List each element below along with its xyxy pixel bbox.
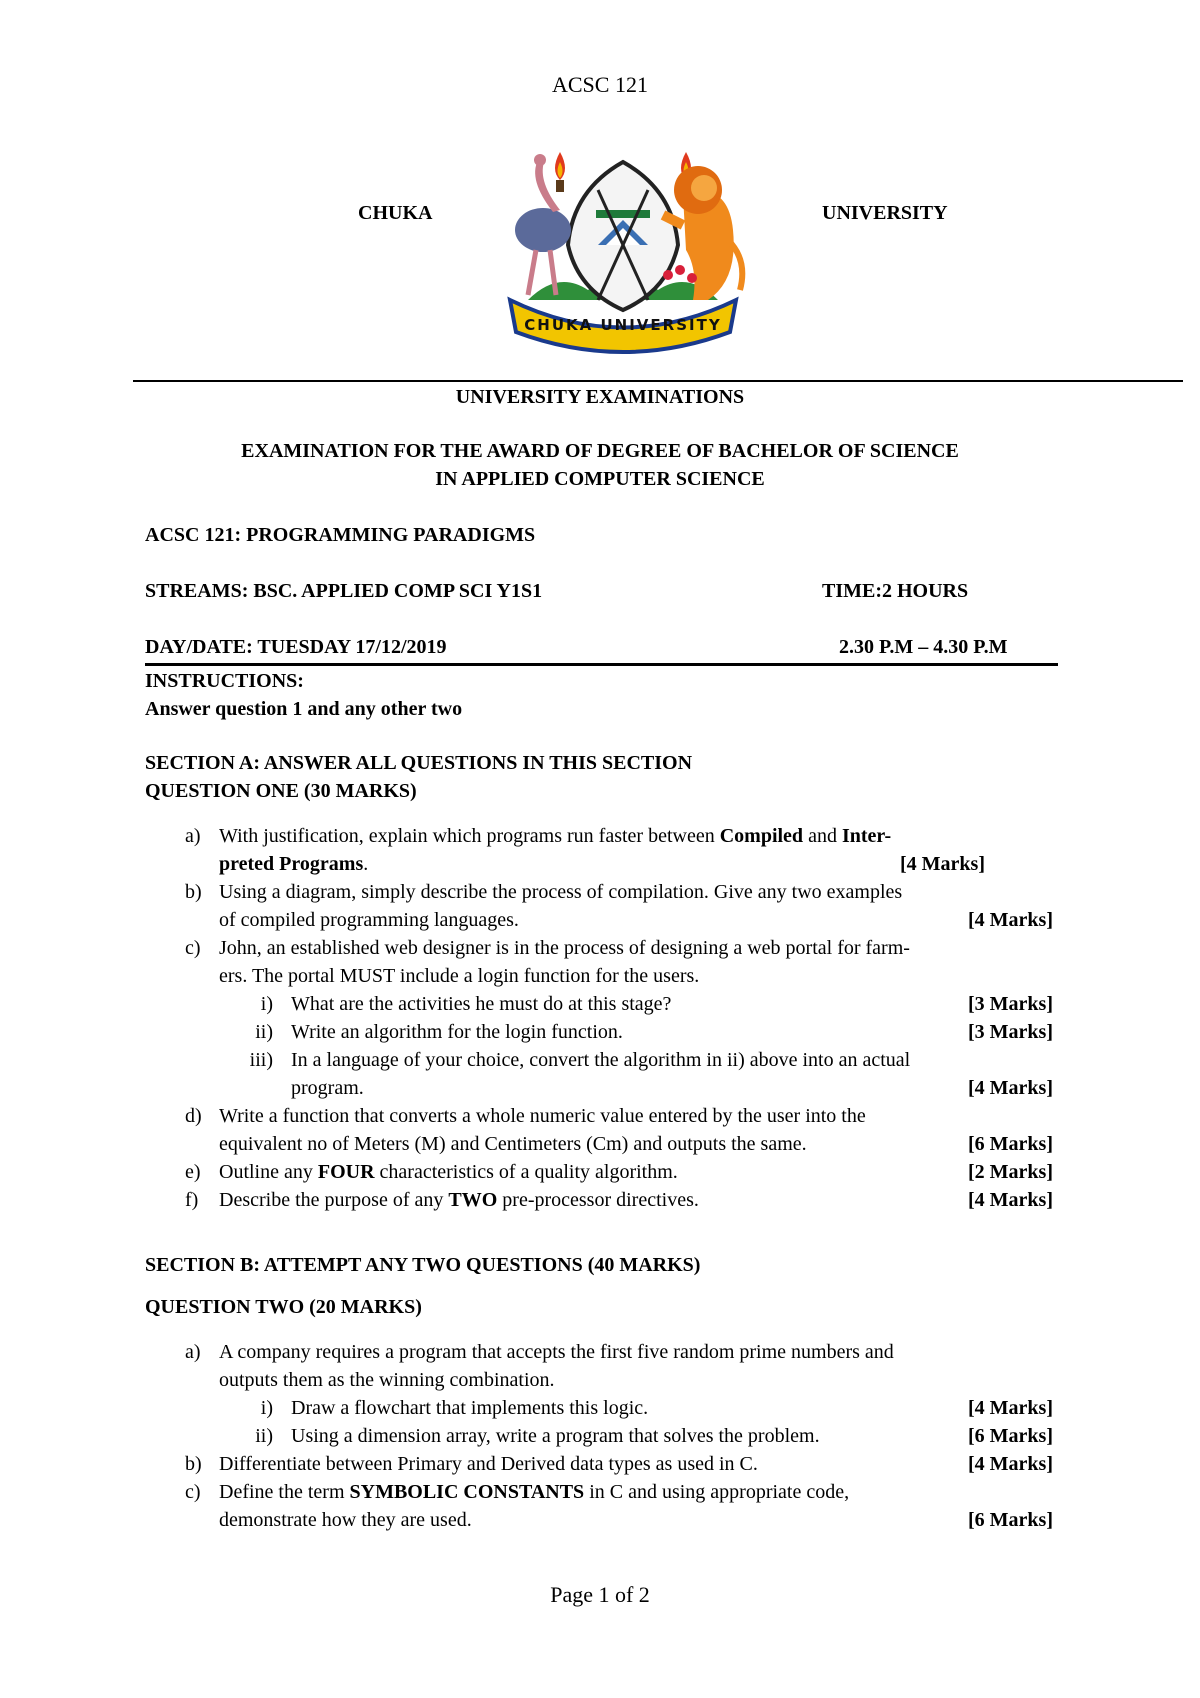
q1b-line-1: Using a diagram, simply describe the process of compilation. Give any two examples <box>219 881 903 903</box>
university-crest-logo <box>498 150 748 355</box>
question-2a-i <box>163 1394 1063 1422</box>
marks: [6 Marks] <box>968 1425 1053 1447</box>
instructions-text: Answer question 1 and any other two <box>145 698 463 720</box>
question-1e <box>163 1158 1063 1186</box>
question-1b <box>163 878 1063 934</box>
course-title: ACSC 121: PROGRAMMING PARADIGMS <box>145 524 536 546</box>
item-label: b) <box>185 1453 202 1475</box>
university-name-right: UNIVERSITY <box>822 202 948 224</box>
exam-time: TIME:2 HOURS <box>822 580 969 602</box>
sub-label: i) <box>260 1397 273 1419</box>
q1cii-text: Write an algorithm for the login function. <box>291 1021 623 1043</box>
q2c-line-2: demonstrate how they are used. <box>219 1509 472 1531</box>
q1e-bold: FOUR <box>317 1161 375 1183</box>
question-1a <box>163 822 1063 878</box>
course-code-header: ACSC 121 <box>552 72 648 97</box>
q1f-text-end: pre-processor directives. <box>497 1189 699 1211</box>
marks: [4 Marks] <box>968 1397 1053 1419</box>
item-label: f) <box>185 1189 199 1211</box>
sub-label: ii) <box>255 1425 273 1447</box>
sub-label: ii) <box>255 1021 273 1043</box>
item-label: d) <box>185 1105 202 1127</box>
question-1c <box>163 934 1063 990</box>
marks: [4 Marks] <box>900 853 985 875</box>
q1ciii-line-1: In a language of your choice, convert the algorithm in ii) above into an actual <box>291 1049 911 1071</box>
question-1c-i <box>163 990 1063 1018</box>
question-1d <box>163 1102 1063 1158</box>
q1f-text: Describe the purpose of any <box>219 1189 449 1211</box>
q1a-bold-preted: preted Programs <box>219 853 364 875</box>
award-line-2: IN APPLIED COMPUTER SCIENCE <box>435 468 765 490</box>
question-2a-ii <box>163 1422 1063 1450</box>
marks: [2 Marks] <box>968 1161 1053 1183</box>
marks: [4 Marks] <box>968 909 1053 931</box>
q1c-line-1: John, an established web designer is in the process of designing a web portal for farm- <box>219 937 910 959</box>
university-name-left: CHUKA <box>358 202 433 224</box>
question-2a <box>163 1338 1063 1394</box>
question-1c-ii <box>163 1018 1063 1046</box>
marks: [4 Marks] <box>968 1453 1053 1475</box>
question-one-heading: QUESTION ONE (30 MARKS) <box>145 780 417 802</box>
marks: [3 Marks] <box>968 1021 1053 1043</box>
q1ciii-line-2: program. <box>291 1077 364 1099</box>
marks: [4 Marks] <box>968 1189 1053 1211</box>
q2c-text-end: in C and using appropriate code, <box>584 1481 850 1503</box>
streams: STREAMS: BSC. APPLIED COMP SCI Y1S1 <box>145 580 543 602</box>
q1a-period: . <box>363 853 369 875</box>
item-label: c) <box>185 937 201 959</box>
date-divider <box>145 663 1058 666</box>
sub-label: i) <box>260 993 273 1015</box>
question-two-heading: QUESTION TWO (20 MARKS) <box>145 1296 422 1318</box>
marks: [6 Marks] <box>968 1509 1053 1531</box>
q2ai-text: Draw a flowchart that implements this logic. <box>291 1397 649 1419</box>
question-1f <box>163 1186 1063 1214</box>
item-label: c) <box>185 1481 201 1503</box>
q1c-line-2: ers. The portal MUST include a login function for the users. <box>219 965 700 987</box>
q1a-bold-inter: Inter- <box>841 825 892 847</box>
question-2b <box>163 1450 1063 1478</box>
item-label: a) <box>185 825 201 847</box>
item-label: b) <box>185 881 202 903</box>
instructions-heading: INSTRUCTIONS: <box>145 670 304 692</box>
header-divider <box>133 380 1183 382</box>
page-number: Page 1 of 2 <box>550 1582 650 1607</box>
q2a-line-2: outputs them as the winning combination. <box>219 1369 555 1391</box>
item-label: a) <box>185 1341 201 1363</box>
svg-text:CHUKA UNIVERSITY: CHUKA UNIVERSITY <box>524 316 722 334</box>
marks: [6 Marks] <box>968 1133 1053 1155</box>
q2a-line-1: A company requires a program that accepts the first five random prime numbers and <box>219 1341 894 1363</box>
exam-title: UNIVERSITY EXAMINATIONS <box>455 386 745 408</box>
exam-hours: 2.30 P.M – 4.30 P.M <box>839 636 1008 658</box>
q1a-text: With justification, explain which programs run faster between <box>219 825 720 847</box>
q2c-bold: SYMBOLIC CONSTANTS <box>349 1481 585 1503</box>
question-2c <box>163 1478 1063 1534</box>
q1f-bold: TWO <box>448 1189 498 1211</box>
award-line-1: EXAMINATION FOR THE AWARD OF DEGREE OF BACHELOR OF SCIENCE <box>241 440 959 462</box>
question-1c-iii <box>163 1046 1063 1102</box>
q2b-text: Differentiate between Primary and Derived data types as used in C. <box>219 1453 758 1475</box>
q1d-line-1: Write a function that converts a whole numeric value entered by the user into the <box>219 1105 866 1127</box>
marks: [4 Marks] <box>968 1077 1053 1099</box>
q1a-text-and: and <box>803 825 842 847</box>
q1e-text-end: characteristics of a quality algorithm. <box>374 1161 678 1183</box>
q1e-text: Outline any <box>219 1161 318 1183</box>
q2aii-text: Using a dimension array, write a program that solves the problem. <box>291 1425 820 1447</box>
section-b-title: SECTION B: ATTEMPT ANY TWO QUESTIONS (40 MARKS) <box>145 1254 701 1276</box>
exam-date: DAY/DATE: TUESDAY 17/12/2019 <box>145 636 447 658</box>
q2c-text: Define the term <box>219 1481 350 1503</box>
sub-label: iii) <box>249 1049 273 1071</box>
q1d-line-2: equivalent no of Meters (M) and Centimeters (Cm) and outputs the same. <box>219 1133 807 1155</box>
marks: [3 Marks] <box>968 993 1053 1015</box>
q1b-line-2: of compiled programming languages. <box>219 909 519 931</box>
q1a-bold-compiled: Compiled <box>719 825 804 847</box>
q1ci-text: What are the activities he must do at this stage? <box>291 993 672 1015</box>
item-label: e) <box>185 1161 201 1183</box>
section-a-title: SECTION A: ANSWER ALL QUESTIONS IN THIS SECTION <box>145 752 693 774</box>
